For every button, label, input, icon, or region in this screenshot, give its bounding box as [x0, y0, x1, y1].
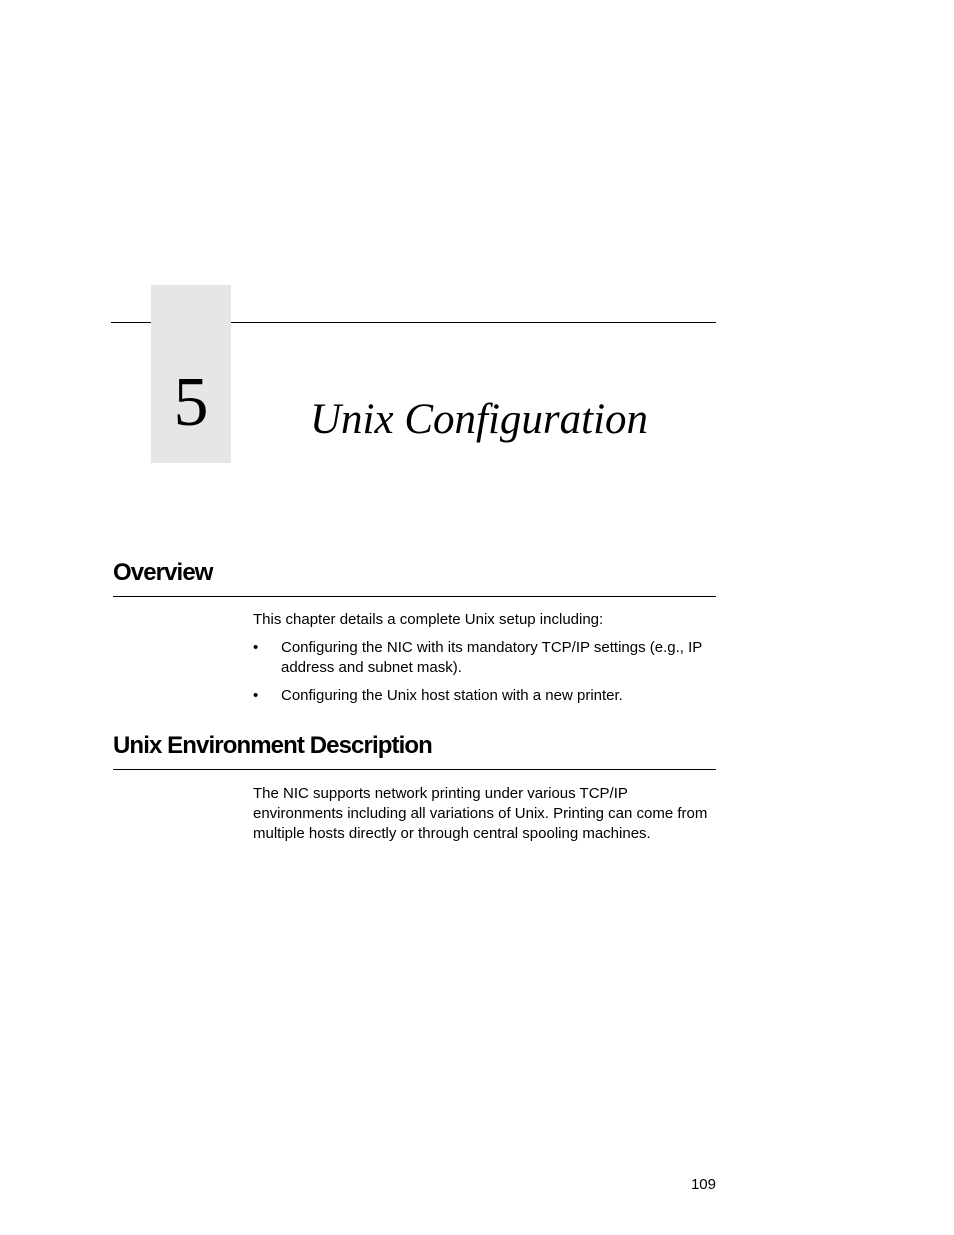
- section-rule-unix-environment: [113, 769, 716, 770]
- section-rule-overview: [113, 596, 716, 597]
- chapter-title: Unix Configuration: [310, 396, 649, 443]
- section-heading-unix-environment: Unix Environment Description: [113, 732, 432, 759]
- bullet-text: Configuring the NIC with its mandatory TCP/IP settings (e.g., IP address and subnet mask).: [281, 639, 703, 676]
- section-heading-overview: Overview: [113, 559, 213, 586]
- bullet-icon: •: [253, 687, 259, 704]
- overview-bullet-list: [253, 638, 723, 714]
- list-item: [253, 638, 723, 678]
- page-number: 109: [690, 1176, 716, 1193]
- chapter-number: 5: [173, 364, 209, 441]
- bullet-icon: •: [253, 639, 259, 656]
- chapter-rule-right: [231, 322, 716, 323]
- chapter-rule-left: [111, 322, 151, 323]
- chapter-number-tab: [151, 285, 231, 463]
- overview-intro: This chapter details a complete Unix setup including:: [253, 611, 604, 628]
- unix-environment-paragraph: The NIC supports network printing under various TCP/IP environments including all variations of Unix. Printing can come from multiple hosts directly or through central spooling machines.: [253, 785, 708, 842]
- bullet-text: Configuring the Unix host station with a new printer.: [281, 687, 623, 704]
- list-item: [253, 686, 723, 706]
